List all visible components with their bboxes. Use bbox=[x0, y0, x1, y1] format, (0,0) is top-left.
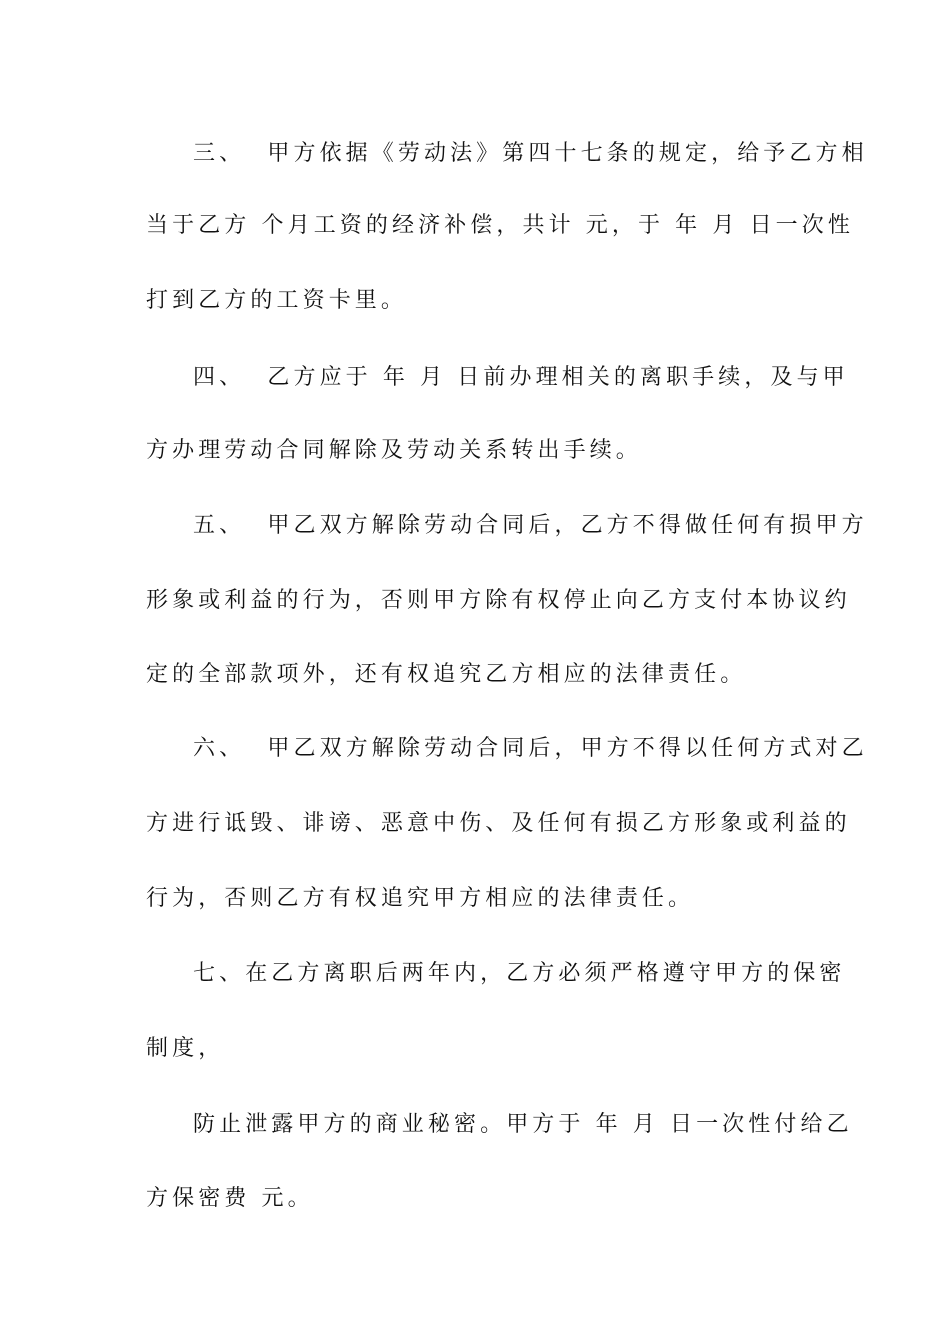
clause-3-line-2: 当于乙方 个月工资的经济补偿，共计 元，于 年 月 日一次性 bbox=[146, 213, 854, 238]
clause-7-line-3: 防止泄露甲方的商业秘密。甲方于 年 月 日一次性付给乙 bbox=[193, 1112, 853, 1137]
clause-6-line-3: 行为，否则乙方有权追究甲方相应的法律责任。 bbox=[146, 886, 695, 911]
clause-3-line-1: 三、 甲方依据《劳动法》第四十七条的规定，给予乙方相 bbox=[193, 141, 868, 166]
clause-5-line-2: 形象或利益的行为，否则甲方除有权停止向乙方支付本协议约 bbox=[146, 588, 851, 613]
clause-7-line-2: 制度， bbox=[146, 1036, 225, 1061]
clause-4-line-2: 方办理劳动合同解除及劳动关系转出手续。 bbox=[146, 438, 642, 463]
clause-3-line-3: 打到乙方的工资卡里。 bbox=[146, 288, 408, 313]
clause-7-line-1: 七、在乙方离职后两年内，乙方必须严格遵守甲方的保密 bbox=[193, 961, 846, 986]
clause-7-line-4: 方保密费 元。 bbox=[146, 1186, 314, 1211]
clause-5-line-1: 五、 甲乙双方解除劳动合同后，乙方不得做任何有损甲方 bbox=[193, 513, 868, 538]
clause-4-line-1: 四、 乙方应于 年 月 日前办理相关的离职手续，及与甲 bbox=[193, 365, 849, 390]
clause-5-line-3: 定的全部款项外，还有权追究乙方相应的法律责任。 bbox=[146, 662, 747, 687]
clause-6-line-1: 六、 甲乙双方解除劳动合同后，甲方不得以任何方式对乙 bbox=[193, 736, 868, 761]
clause-6-line-2: 方进行诋毁、诽谤、恶意中伤、及任何有损乙方形象或利益的 bbox=[146, 811, 851, 836]
